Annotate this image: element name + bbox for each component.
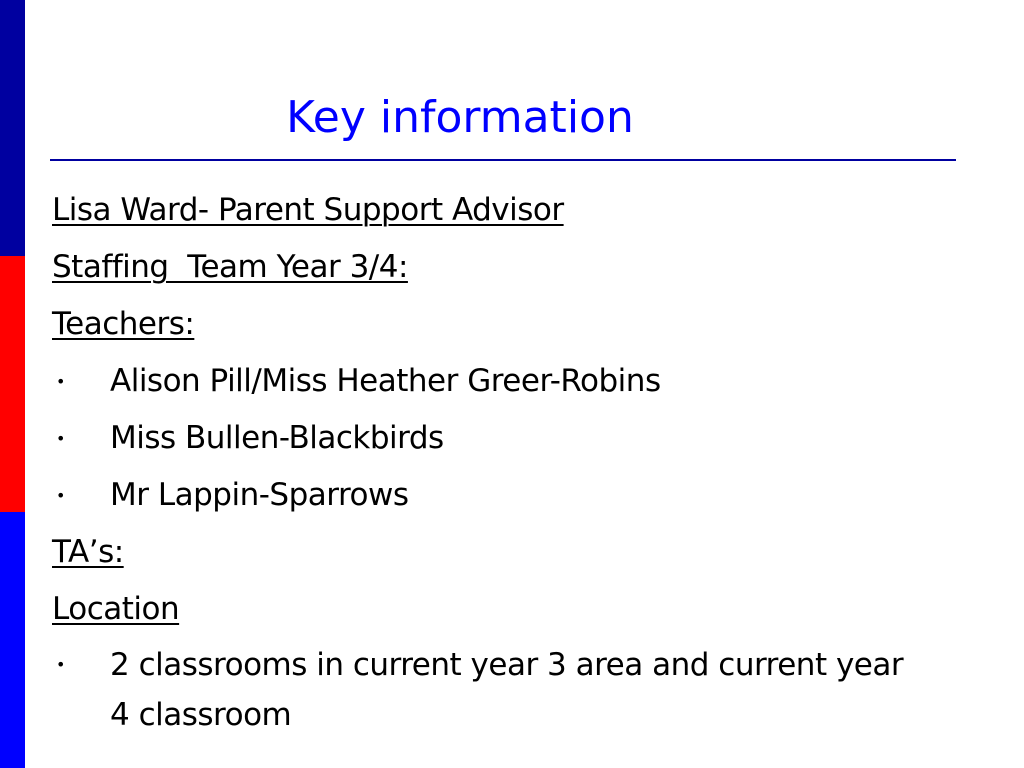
list-item xyxy=(52,467,982,524)
teacher-name: Mr Lappin-Sparrows xyxy=(110,477,409,513)
bullet-icon: • xyxy=(56,486,65,505)
title-divider xyxy=(50,159,956,161)
location-heading: Location xyxy=(52,591,180,627)
teacher-name: Miss Bullen-Blackbirds xyxy=(110,420,444,456)
slide-content xyxy=(52,182,982,740)
teacher-name: Alison Pill/Miss Heather Greer-Robins xyxy=(110,363,661,399)
bullet-icon: • xyxy=(56,655,65,674)
list-item xyxy=(52,638,910,740)
teachers-heading: Teachers: xyxy=(52,306,195,342)
slide-title: Key information xyxy=(286,92,634,143)
teachers-line xyxy=(52,296,982,353)
advisor-heading: Lisa Ward- Parent Support Advisor xyxy=(52,192,564,228)
tas-heading: TA’s: xyxy=(52,534,124,570)
side-bar-middle-segment xyxy=(0,256,25,512)
advisor-line xyxy=(52,182,982,239)
bullet-icon: • xyxy=(56,429,65,448)
bullet-icon: • xyxy=(56,372,65,391)
side-bar-bottom-segment xyxy=(0,512,25,768)
list-item xyxy=(52,353,982,410)
staffing-line xyxy=(52,239,982,296)
staffing-heading: Staffing Team Year 3/4: xyxy=(52,249,408,285)
list-item xyxy=(52,410,982,467)
tas-line xyxy=(52,524,982,581)
location-line xyxy=(52,581,982,638)
location-detail: 2 classrooms in current year 3 area and current year 4 classroom xyxy=(110,647,904,733)
